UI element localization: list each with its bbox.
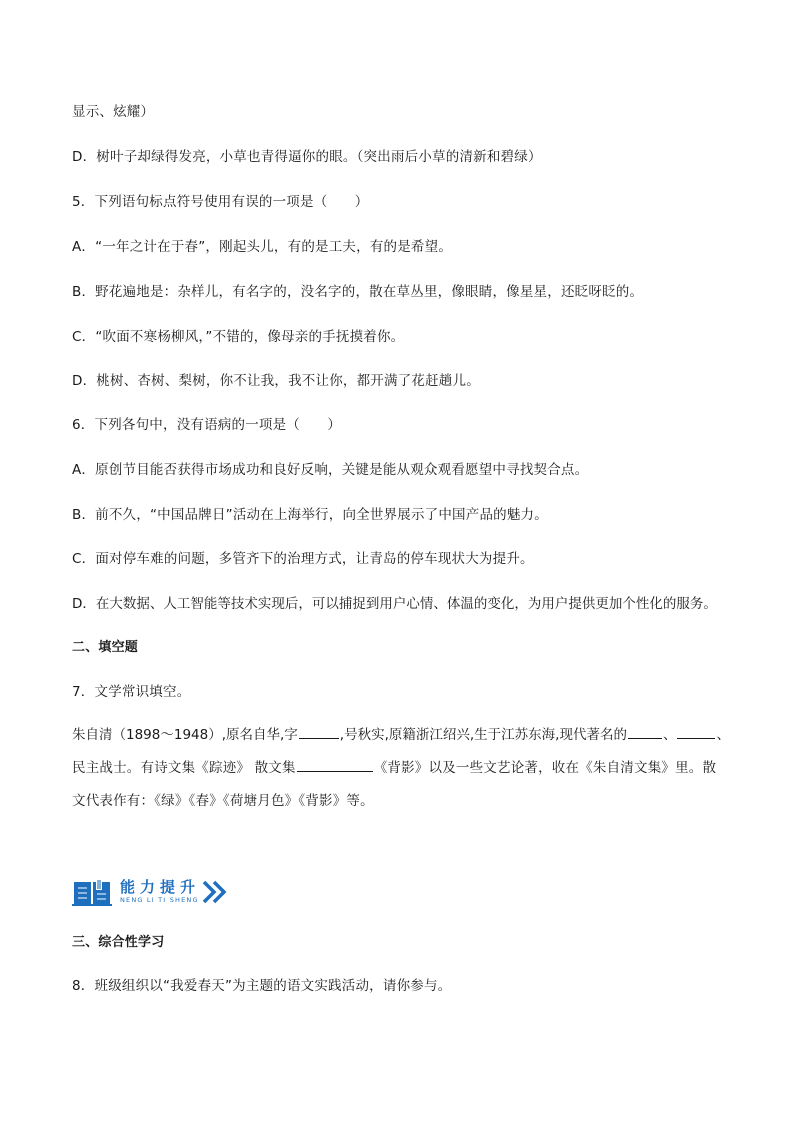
answer-blank[interactable] (628, 724, 662, 739)
answer-blank[interactable] (677, 724, 715, 739)
option-c: C．面对停车难的问题，多管齐下的治理方式，让青岛的停车现状大为提升。 (72, 551, 534, 567)
banner-title: 能力提升 (120, 878, 201, 896)
fill-text: 朱自清（1898～1948）,原名自华,字 (72, 727, 298, 743)
section-heading: 二、填空题 (72, 640, 139, 655)
fill-text: 、 (716, 727, 730, 743)
fill-text: 文代表作有：《绿》《春》《荷塘月色》《背影》等。 (72, 793, 374, 809)
section-banner (72, 876, 242, 910)
option-c: C．“吹面不寒杨柳风，”不错的，像母亲的手抚摸着你。 (72, 329, 405, 345)
section-heading: 三、综合性学习 (72, 935, 165, 950)
option-a: A．原创节目能否获得市场成功和良好反响，关键是能从观众观看愿望中寻找契合点。 (72, 462, 589, 478)
question-5: 5．下列语句标点符号使用有误的一项是（ ） (72, 194, 369, 210)
option-d: D．在大数据、人工智能等技术实现后，可以捕捉到用户心情、体温的变化，为用户提供更加个性化的服务。 (72, 596, 717, 612)
option-d: D．桃树、杏树、梨树，你不让我，我不让你，都开满了花赶趟儿。 (72, 373, 480, 389)
question-7: 7．文学常识填空。 (72, 684, 191, 700)
fill-in-paragraph (72, 719, 728, 818)
text-line: 显示、炫耀） (72, 104, 155, 120)
fill-text: 《背影》以及一些文艺论著，收在《朱自清文集》里。散 (373, 760, 717, 776)
option-b: B．野花遍地是：杂样儿，有名字的，没名字的，散在草丛里，像眼睛，像星星，还眨呀眨的。 (72, 284, 644, 300)
fill-text: 、 (662, 727, 677, 743)
fill-text: 民主战士。有诗文集《踪迹》 散文集 (72, 760, 296, 776)
option-b: B．前不久，“中国品牌日”活动在上海举行，向全世界展示了中国产品的魅力。 (72, 507, 548, 523)
option-a: A．“一年之计在于春”，刚起头儿，有的是工夫，有的是希望。 (72, 239, 453, 255)
question-6: 6．下列各句中，没有语病的一项是（ ） (72, 417, 342, 433)
fill-text: ,号秋实,原籍浙江绍兴,生于江苏东海,现代著名的 (339, 727, 627, 743)
banner-subtitle: NENG LI TI SHENG (120, 896, 199, 904)
question-8: 8．班级组织以“我爱春天”为主题的语文实践活动，请你参与。 (72, 978, 452, 994)
option-d: D．树叶子却绿得发亮，小草也青得逼你的眼。（突出雨后小草的清新和碧绿） (72, 149, 542, 165)
answer-blank[interactable] (297, 757, 373, 772)
double-chevron-right-icon (200, 878, 240, 906)
open-book-icon (72, 878, 112, 908)
answer-blank[interactable] (299, 724, 339, 739)
